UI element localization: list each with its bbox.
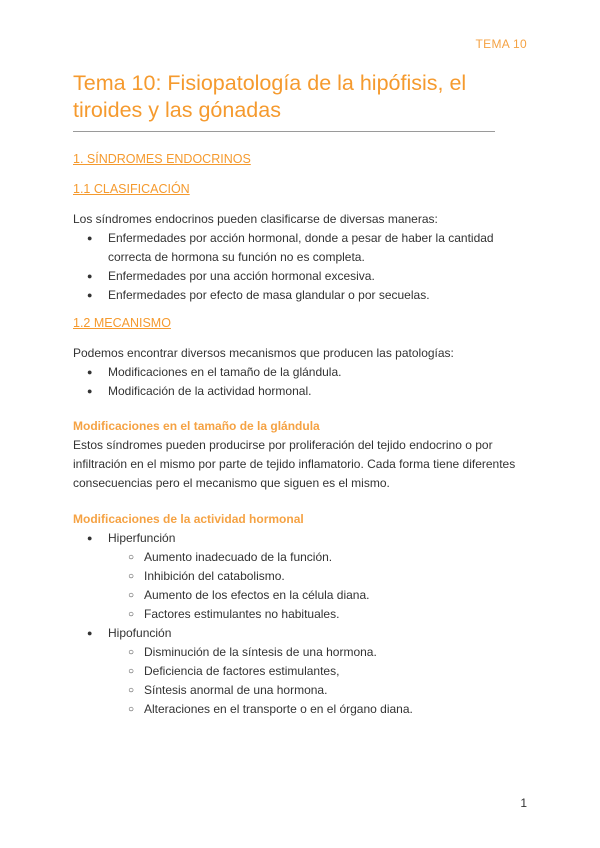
sublist-hiperfuncion bbox=[108, 548, 533, 624]
title-divider bbox=[73, 131, 495, 132]
list-item: ○ Aumento de los efectos en la célula diana. bbox=[108, 586, 533, 605]
list-item: ○ Síntesis anormal de una hormona. bbox=[108, 681, 533, 700]
list-item-hiperfuncion bbox=[73, 529, 533, 624]
list-item: ● Enfermedades por efecto de masa glandular o por secuelas. bbox=[73, 286, 533, 305]
list-item-label: Hiperfunción bbox=[108, 531, 176, 545]
paragraph-clasificacion-intro: Los síndromes endocrinos pueden clasificarse de diversas maneras: bbox=[73, 212, 438, 226]
section-heading-sindromes: 1. SÍNDROMES ENDOCRINOS bbox=[73, 152, 251, 166]
subheading-actividad-hormonal: Modificaciones de la actividad hormonal bbox=[73, 512, 304, 526]
page-title: Tema 10: Fisiopatología de la hipófisis, el tiroides y las gónadas bbox=[73, 71, 467, 122]
list-item-label: Hipofunción bbox=[108, 626, 172, 640]
paragraph-tamano-glandula: Estos síndromes pueden producirse por proliferación del tejido endocrino o por infiltración en el mismo por parte de tejido inflamatorio. Cada forma tiene diferentes consecuencias pero el mecanismo que siguen es el mismo. bbox=[73, 438, 516, 490]
header-tag: TEMA 10 bbox=[475, 37, 527, 51]
list-item: ○ Aumento inadecuado de la función. bbox=[108, 548, 533, 567]
document-body bbox=[73, 150, 533, 719]
list-mecanismo bbox=[73, 363, 533, 401]
section-heading-mecanismo: 1.2 MECANISMO bbox=[73, 316, 171, 330]
list-item: ○ Factores estimulantes no habituales. bbox=[108, 605, 533, 624]
list-item: ● Enfermedades por acción hormonal, donde a pesar de haber la cantidad correcta de hormona su función no es completa. bbox=[73, 229, 533, 267]
list-item: ○ Deficiencia de factores estimulantes, bbox=[108, 662, 533, 681]
subheading-tamano-glandula: Modificaciones en el tamaño de la glándula bbox=[73, 419, 320, 433]
list-item: ○ Disminución de la síntesis de una hormona. bbox=[108, 643, 533, 662]
list-actividad-hormonal bbox=[73, 529, 533, 719]
list-item: ○ Inhibición del catabolismo. bbox=[108, 567, 533, 586]
list-item: ● Modificación de la actividad hormonal. bbox=[73, 382, 533, 401]
page-number: 1 bbox=[520, 796, 527, 810]
sublist-hipofuncion bbox=[108, 643, 533, 719]
list-clasificacion bbox=[73, 229, 533, 305]
section-heading-clasificacion: 1.1 CLASIFICACIÓN bbox=[73, 182, 190, 196]
list-item-hipofuncion bbox=[73, 624, 533, 719]
list-item: ● Enfermedades por una acción hormonal excesiva. bbox=[73, 267, 533, 286]
list-item: ● Modificaciones en el tamaño de la glándula. bbox=[73, 363, 533, 382]
list-item: ○ Alteraciones en el transporte o en el órgano diana. bbox=[108, 700, 533, 719]
paragraph-mecanismo-intro: Podemos encontrar diversos mecanismos que producen las patologías: bbox=[73, 346, 454, 360]
